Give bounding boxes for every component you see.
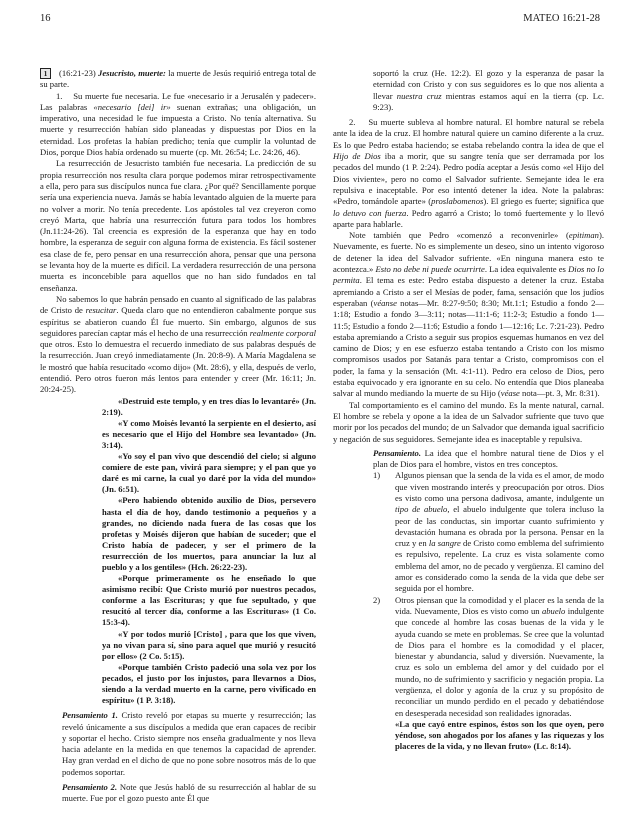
text-run: . Pedro agarró a Cristo; lo tomó fuertemente y lo llevó aparte para hablarle.: [333, 207, 605, 229]
page-header: [40, 13, 600, 24]
italic-run: Dios no lo permita: [333, 264, 604, 286]
text-run: No sabemos lo que habrán pensado en cuanto al significado de las palabras de Cristo de: [40, 293, 316, 316]
text-run: nota—pt. 3, Mr. 8:31).: [519, 388, 600, 399]
thought-label: Pensamiento 2.: [62, 782, 118, 793]
text-run: Algunos piensan que la senda de la vida es el amor, de modo que viven mostrando interés y preocupación por otros. Dios es visto como una persona dadivosa, amante, indulgente un: [395, 470, 604, 503]
text-run: Su muerte subleva al hombre natural. El hombre natural se rebela ante la idea de la cruz. El hombre natural quiere un camino diferente a la cruz. Es lo que Pedro estaba haciendo; se estaba rebelando contra la idea de que el: [333, 117, 604, 150]
scripture-quote: «Porque primeramente os he enseñado lo que asimismo recibí: Que Cristo murió por nuestros pecados, conforme a las Escrituras; y que fue sepultado, y que resucitó al tercer día, conforme a las Escrituras» (1 Co. 15:3-4).: [102, 573, 316, 628]
scripture-quote: «Destruid este templo, y en tres días lo levantaré» (Jn. 2:19).: [102, 395, 316, 417]
italic-run: epitiman: [568, 230, 599, 241]
list-number: 2): [373, 594, 381, 605]
text-run: Su muerte fue necesaria. Le fue «necesario ir a Jerusalén y padecer». Las palabras: [40, 90, 316, 112]
italic-run: lo detuvo con fuerza: [333, 207, 407, 218]
page-number: 16: [40, 13, 51, 24]
disciples-paragraph: [40, 294, 316, 396]
section-title: Jesucristo, muerte:: [98, 68, 166, 78]
text-run: que otros. Esto lo demuestra el recuerdo inmediato de sus palabras después de la resurrección. Juan creyó inmediatamente (Jn. 20:8-9). A María Magdalena se le mostró que había resucitado «como dijo» (Mt. 28:6), y ella, después de verlo, entendió. Pero otros fueron más lentos para entender y creer (Mr. 16:11; Jn. 20:24-25).: [40, 339, 316, 395]
thought-2: [62, 782, 316, 805]
left-column: [40, 68, 316, 805]
thought-text: Cristo reveló por etapas su muerte y resurrección; las reveló únicamente a sus discípulos a medida que eran capaces de recibir y soportar el hecho. Cristo siempre nos enseña gradualmente y nos lleva hacia adelante en la medida en que tenemos la capacidad de aprender. Hay gran verdad en el dicho de que no pone sobre nosotros más de lo que podemos soportar.: [62, 710, 316, 777]
text-run: iba a morir, que su sangre tenía que ser derramada por los pecados del mundo (1 P. 2:24). Pedro podía aceptar a Jesús como «el Hijo del Dios viviente», pero no como el Salvador sufriente. Semejante idea le era repulsiva e inaceptable. Por eso intentó detener la idea. Note la palabras: «Pedro, tomándole aparte» (: [333, 151, 605, 207]
right-column: [333, 68, 604, 752]
scripture-quote: «La que cayó entre espinos, éstos son los que oyen, pero yéndose, son ahogados por los afanes y las riquezas y los placeres de la vida, y no llevan fruto» (Lc. 8:14).: [395, 718, 604, 752]
text-run: notas—Mr. 8:27-9:50; 8:30; Mt.1:1; Estudio a fondo 2—1:18; Estudio a fondo 3—3:11; notas—11:1-6; 11:2-3; Estudio a fondo 1—11:5; Estudio a fondo 2—11:6; Estudio a fondo 1—12:16; Lc. 7:21-23). Pedro estaba apremiando a Cristo a seguir sus propios esquemas humanos en vez del camino de Dios; y en ese esfuerzo estaba tentando a Cristo con los mismo compromisos usados por Satanás para tentar a Cristo, compromisos con el poder, la fama y la sensación (Mt. 4:1-11). Pedro era celoso de Dios, pero estaba equivocado y era ignorante en su celo. No entendía que Dios planeaba salvar al mundo mediando la muerte de su Hijo (: [333, 297, 604, 399]
italic-run: tipo de abuelo: [395, 504, 448, 515]
italic-run: véase: [500, 388, 520, 399]
list-number: 1): [373, 470, 381, 481]
text-run: . Queda claro que no entendieron cabalmente porque sus espíritus se abatieron cuando Él fue muerto. Sin embargo, algunos de sus seguidores parecían captar más el hecho de una resurrección: [40, 305, 316, 338]
italic-run: la sangre: [428, 538, 461, 549]
thought-natural-man: [373, 448, 604, 471]
thought-2-continued: [373, 68, 604, 113]
section-ref: (16:21-23): [59, 68, 96, 78]
thought-text: La idea que el hombre natural tiene de Dios y el plan de Dios para el hombre, vistos en tres conceptos.: [373, 447, 604, 470]
text-run: . La idea equivalente es: [484, 264, 569, 275]
italic-run: Hijo de Dios: [333, 151, 381, 162]
point-1-paragraph: [40, 91, 316, 159]
point-number: 2.: [349, 117, 356, 128]
italic-run: realmente corporal: [249, 327, 317, 338]
scripture-quote: «Pero habiendo obtenido auxilio de Dios, persevero hasta el día de hoy, dando testimonio a pequeños y a grandes, no diciendo nada fuera de las cosas que los profetas y Moisés dijeron que habían de suceder; que el Cristo había de padecer, y ser el primero de la resurrección de los muertos, para anunciar la luz al pueblo y a los gentiles» (Hch. 26:22-23).: [102, 495, 316, 573]
scripture-quote: «Porque también Cristo padeció una sola vez por los pecados, el justo por los injustos, para llevarnos a Dios, siendo a la verdad muerto en la carne, pero vivificado en espíritu» (1 P. 3:18).: [102, 661, 316, 706]
thought-label: Pensamiento.: [373, 447, 421, 458]
point-number: 1.: [56, 90, 63, 101]
point-2-paragraph: [333, 117, 604, 230]
list-text: [395, 595, 604, 719]
italic-run: resucitar: [85, 305, 117, 316]
running-title: MATEO 16:21-28: [523, 13, 600, 24]
text-run: soportó la cruz (He. 12:2). El gozo y la esperanza de pasar la eternidad con Cristo y con sus seguidores es lo que nos alienta a llevar: [373, 68, 604, 101]
italic-run: «necesario [dei] ir»: [93, 101, 171, 112]
section-number-badge: 1: [40, 68, 51, 79]
list-text: [395, 470, 604, 594]
text-run: mientras estamos aquí en la tierra (cp. Lc. 9:23).: [373, 90, 604, 112]
world-way-paragraph: Tal comportamiento es el camino del mundo. Es la mente natural, carnal. El hombre se rebela y opone a la idea de un Salvador sufriente que tuvo que morir por los pecados del mundo; de un Salvador que demanda igual sacrificio y negación de sus seguidores. Semejante idea es inaceptable y repulsiva.: [333, 399, 604, 444]
concepts-list: [373, 470, 604, 752]
text-run: Note también que Pedro «comenzó a reconvenirle» (: [349, 230, 569, 241]
text-run: Otros piensan que la comodidad y el placer es la senda de la vida. Nuevamente, Dios es visto como un: [395, 594, 604, 616]
scripture-quote: «Y como Moisés levantó la serpiente en el desierto, así es necesario que el Hijo del Hombre sea levantado» (Jn. 3:14).: [102, 417, 316, 450]
text-run: . El tema es este: Pedro estaba dispuesto a detener la cruz. Estaba apremiando a Cristo a ser el Mesías de poder, fama, sensación que los judíos esperaban (: [333, 275, 604, 308]
section-heading: [40, 68, 316, 91]
thought-text: Note que Jesús habló de su resurrección al hablar de su muerte. Fue por el gozo puesto ante Él que: [62, 782, 316, 804]
italic-run: Esto no debe ni puede ocurrirte: [375, 264, 485, 275]
scripture-quote: «Y por todos murió [Cristo] , para que los que viven, ya no vivan para sí, sino para aquel que murió y resucitó por ellos» (2 Co. 5:15).: [102, 628, 316, 661]
text-run: ). El griego es fuerte; significa que: [483, 196, 604, 207]
thought-label: Pensamiento 1.: [62, 710, 118, 721]
italic-run: abuelo: [541, 605, 566, 616]
rebuke-paragraph: [333, 230, 604, 399]
list-item: [373, 595, 604, 719]
text-run: ). Nuevamente, es fuerte. No es simplemente un deseo, sino un intento vigoroso de detener la idea del Salvador sufriente. «En ninguna manera esto te acontezca.»: [333, 230, 604, 275]
resurrection-paragraph: La resurrección de Jesucristo también fue necesaria. La predicción de su propia resurrección nos resulta clara porque podemos mirar retrospectivamente a ella, pero para sus discípulos nunca fue clara. ¿Por qué? Sencillamente porque sería una experiencia nueva. Jamás se había levantado alguien de la muerte para no volver a morir. No tenía precedente. Los apóstoles tal vez creyeron como creyó Marta, que habría una resurrección futura para todos los hombres (Jn.11:24-26). Tal creencia es expresión de la esperanza que hay en todo hombre, la esperanza de seguir con alguna forma de existencia. Es fácil sostener esa clase de fe, pero pensar en una resurrección ahora, pensar que una persona se levanta hoy de la muerte es difícil. La verdadera resurrección de una persona muerta es inconcebible para aquellos que no han sido fundados en tal enseñanza.: [40, 158, 316, 293]
text-run: suenan extrañas; una obligación, un imperativo, una necesidad le fue impuesta a Cristo. No tenía alternativa. Su muerte y resurrección habían sido planeadas y dispuestas por Dios en la eternidad. Los profetas la habían predicho; tenía que cumplir la voluntad de Dios, porque Dios había ordenado su muerte (cp. Mt. 26:54; Lc. 24:26, 46).: [40, 101, 316, 158]
italic-run: proslabomenos: [431, 196, 484, 207]
scripture-quote: «Yo soy el pan vivo que descendió del cielo; si alguno comiere de este pan, vivirá para siempre; y el pan que yo daré es mi carne, la cual yo daré por la vida del mundo» (Jn. 6:51).: [102, 451, 316, 495]
text-run: , el abuelo indulgente que tolera incluso la peor de las conductas, sin importar cuanto sufrimiento y devastación humana es obrada por la persona. Pensar en la cruz y en: [395, 504, 604, 549]
list-item: [373, 470, 604, 594]
text-run: de Cristo como emblema del sufrimiento es repulsivo, repelente. La cruz es vista solamente como emblema del amor, no de pecado y vergüenza. El camino del amor es considerado como la senda de la vida que debe ser seguida por el hombre.: [395, 538, 605, 594]
italic-run: véanse: [373, 297, 397, 308]
italic-run: nuestra cruz: [396, 90, 442, 101]
text-run: indulgente que concede al hombre las cosas buenas de la vida y le ayuda cuando se mete en problemas. Se cree que la voluntad de Dios para el hombre es la comodidad y el placer, bienestar y abundancia, salud y diversión. Nuevamente, la cruz es solo un emblema del amor y del cuidado por el mundo, no de sufrimiento y sacrificio y negación propia. La vergüenza, el dolor y agonía de la cruz y su propósito de reconciliar un mundo perdido en el pecado y debatiéndose en desesperada necesidad son realidades ignoradas.: [395, 605, 604, 718]
section-intro: la muerte de Jesús requirió entrega total de su parte.: [40, 68, 316, 90]
thought-1: [62, 710, 316, 778]
